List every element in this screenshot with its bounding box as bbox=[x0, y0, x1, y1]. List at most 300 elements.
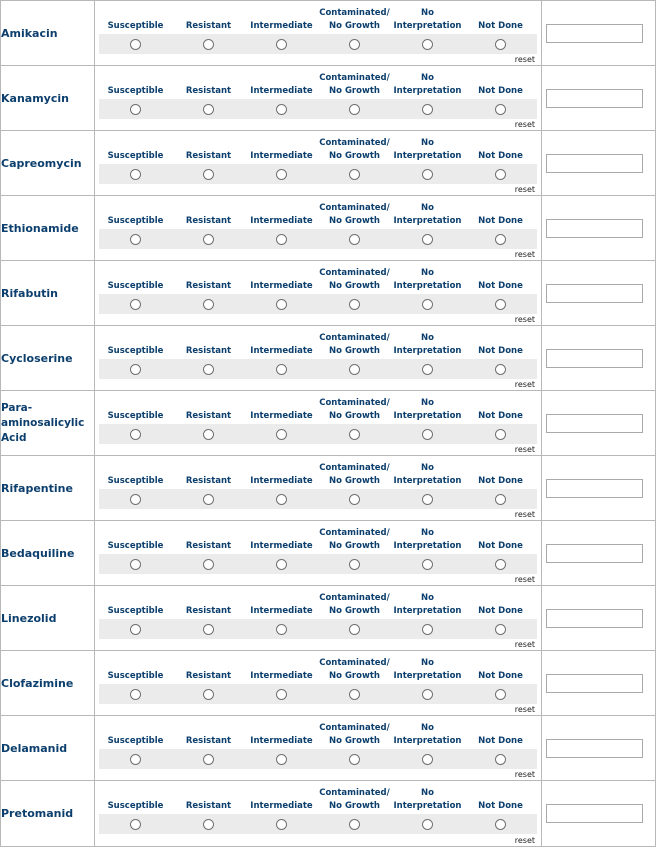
drug-name: Clofazimine bbox=[1, 651, 95, 716]
result-option-label: Intermediate bbox=[250, 151, 313, 161]
result-radio-button[interactable] bbox=[130, 39, 141, 50]
result-option-headers bbox=[99, 781, 537, 814]
result-option-label: Susceptible bbox=[107, 86, 164, 96]
result-option-label: Not Done bbox=[478, 801, 523, 811]
drug-name: Amikacin bbox=[1, 1, 95, 66]
result-radio-cell bbox=[464, 229, 537, 249]
result-radio-cell bbox=[391, 99, 464, 119]
result-radio-button[interactable] bbox=[276, 364, 287, 375]
result-option-label: Intermediate bbox=[250, 411, 313, 421]
reset-link[interactable]: reset bbox=[514, 640, 535, 649]
result-option-label: Susceptible bbox=[107, 606, 164, 616]
result-radio-cell bbox=[464, 814, 537, 834]
result-option-radios bbox=[99, 749, 537, 769]
result-radio-button[interactable] bbox=[349, 169, 360, 180]
result-option-label: Susceptible bbox=[107, 281, 164, 291]
result-radio-button[interactable] bbox=[349, 234, 360, 245]
result-radio-button[interactable] bbox=[495, 429, 506, 440]
result-option-label: Not Done bbox=[478, 606, 523, 616]
result-text-input[interactable] bbox=[546, 609, 643, 628]
result-radio-cell bbox=[391, 164, 464, 184]
result-option-label: No Interpretation bbox=[393, 723, 462, 746]
result-option-label: No Interpretation bbox=[393, 658, 462, 681]
result-text-cell bbox=[542, 716, 656, 781]
result-radio-cell bbox=[245, 684, 318, 704]
result-radio-button[interactable] bbox=[276, 169, 287, 180]
drug-name: Delamanid bbox=[1, 716, 95, 781]
result-radio-button[interactable] bbox=[349, 104, 360, 115]
result-radio-button[interactable] bbox=[495, 559, 506, 570]
result-option-label: Intermediate bbox=[250, 216, 313, 226]
result-option-label: No Interpretation bbox=[393, 788, 462, 811]
result-option-headers bbox=[99, 521, 537, 554]
result-text-cell bbox=[542, 261, 656, 326]
result-text-cell bbox=[542, 326, 656, 391]
result-radio-cell bbox=[172, 99, 245, 119]
result-radio-cell bbox=[245, 619, 318, 639]
result-radio-button[interactable] bbox=[130, 624, 141, 635]
result-text-cell bbox=[542, 66, 656, 131]
result-radio-button[interactable] bbox=[203, 819, 214, 830]
result-radio-button[interactable] bbox=[422, 39, 433, 50]
result-radio-button[interactable] bbox=[349, 754, 360, 765]
drug-name: Ethionamide bbox=[1, 196, 95, 261]
result-radio-button[interactable] bbox=[203, 494, 214, 505]
result-radio-cell bbox=[464, 424, 537, 444]
drug-row bbox=[1, 326, 656, 391]
result-radio-cell bbox=[464, 684, 537, 704]
result-option-label: No Interpretation bbox=[393, 8, 462, 31]
result-radio-cell bbox=[172, 814, 245, 834]
result-radio-cell bbox=[391, 749, 464, 769]
result-radio-button[interactable] bbox=[276, 234, 287, 245]
result-radio-button[interactable] bbox=[422, 689, 433, 700]
result-option-label: Resistant bbox=[185, 281, 232, 291]
result-option-label: Intermediate bbox=[250, 21, 313, 31]
result-radio-cell bbox=[318, 164, 391, 184]
result-option-label: Contaminated/ No Growth bbox=[319, 593, 390, 616]
result-radio-button[interactable] bbox=[203, 624, 214, 635]
result-radio-cell bbox=[99, 359, 172, 379]
result-options bbox=[95, 131, 542, 196]
result-radio-button[interactable] bbox=[349, 624, 360, 635]
drug-name: Para-aminosalicylic Acid bbox=[1, 391, 95, 456]
result-option-label: Not Done bbox=[478, 346, 523, 356]
result-option-label: Susceptible bbox=[107, 476, 164, 486]
result-option-label: Resistant bbox=[185, 736, 232, 746]
reset-link[interactable]: reset bbox=[514, 380, 535, 389]
result-radio-cell bbox=[318, 99, 391, 119]
result-option-label: Not Done bbox=[478, 216, 523, 226]
result-option-label: Not Done bbox=[478, 671, 523, 681]
result-option-headers bbox=[99, 196, 537, 229]
reset-link[interactable]: reset bbox=[514, 575, 535, 584]
result-option-label: Susceptible bbox=[107, 411, 164, 421]
result-option-label: Susceptible bbox=[107, 736, 164, 746]
result-radio-button[interactable] bbox=[130, 689, 141, 700]
result-options bbox=[95, 261, 542, 326]
result-radio-cell bbox=[391, 359, 464, 379]
drug-row bbox=[1, 131, 656, 196]
result-radio-cell bbox=[391, 684, 464, 704]
result-option-radios bbox=[99, 424, 537, 444]
result-text-input[interactable] bbox=[546, 284, 643, 303]
result-radio-button[interactable] bbox=[349, 364, 360, 375]
result-option-label: Resistant bbox=[185, 476, 232, 486]
drug-rows bbox=[1, 1, 656, 847]
result-option-label: Resistant bbox=[185, 21, 232, 31]
result-option-radios bbox=[99, 99, 537, 119]
result-radio-button[interactable] bbox=[422, 819, 433, 830]
result-radio-button[interactable] bbox=[130, 494, 141, 505]
result-options bbox=[95, 1, 542, 66]
result-option-label: No Interpretation bbox=[393, 138, 462, 161]
result-radio-cell bbox=[245, 814, 318, 834]
reset-link[interactable]: reset bbox=[514, 315, 535, 324]
result-radio-cell bbox=[245, 359, 318, 379]
result-option-label: Intermediate bbox=[250, 541, 313, 551]
result-radio-cell bbox=[99, 424, 172, 444]
result-text-input[interactable] bbox=[546, 154, 643, 173]
result-radio-cell bbox=[318, 489, 391, 509]
drug-name: Rifabutin bbox=[1, 261, 95, 326]
result-radio-cell bbox=[391, 34, 464, 54]
result-option-label: No Interpretation bbox=[393, 593, 462, 616]
result-radio-button[interactable] bbox=[349, 494, 360, 505]
result-radio-button[interactable] bbox=[130, 559, 141, 570]
result-radio-button[interactable] bbox=[203, 39, 214, 50]
result-radio-cell bbox=[172, 489, 245, 509]
result-radio-button[interactable] bbox=[349, 689, 360, 700]
result-option-label: Resistant bbox=[185, 671, 232, 681]
result-text-input[interactable] bbox=[546, 89, 643, 108]
drug-name: Bedaquiline bbox=[1, 521, 95, 586]
result-option-label: Not Done bbox=[478, 476, 523, 486]
result-option-label: Susceptible bbox=[107, 346, 164, 356]
drug-name: Pretomanid bbox=[1, 781, 95, 847]
result-option-headers bbox=[99, 131, 537, 164]
result-radio-button[interactable] bbox=[276, 104, 287, 115]
result-radio-button[interactable] bbox=[495, 39, 506, 50]
result-option-headers bbox=[99, 456, 537, 489]
result-option-label: Intermediate bbox=[250, 346, 313, 356]
result-radio-button[interactable] bbox=[203, 689, 214, 700]
result-radio-button[interactable] bbox=[495, 234, 506, 245]
result-option-radios bbox=[99, 814, 537, 834]
result-option-label: Intermediate bbox=[250, 86, 313, 96]
result-radio-button[interactable] bbox=[349, 299, 360, 310]
result-radio-cell bbox=[464, 749, 537, 769]
result-option-label: Contaminated/ No Growth bbox=[319, 463, 390, 486]
result-radio-cell bbox=[245, 424, 318, 444]
result-radio-button[interactable] bbox=[130, 299, 141, 310]
result-options bbox=[95, 456, 542, 521]
result-radio-cell bbox=[318, 749, 391, 769]
result-radio-cell bbox=[99, 34, 172, 54]
result-radio-cell bbox=[318, 34, 391, 54]
result-radio-button[interactable] bbox=[276, 624, 287, 635]
result-radio-button[interactable] bbox=[349, 429, 360, 440]
result-option-label: Intermediate bbox=[250, 736, 313, 746]
result-radio-button[interactable] bbox=[276, 39, 287, 50]
result-radio-cell bbox=[318, 684, 391, 704]
result-radio-cell bbox=[99, 814, 172, 834]
result-radio-button[interactable] bbox=[422, 104, 433, 115]
result-radio-button[interactable] bbox=[422, 234, 433, 245]
result-radio-cell bbox=[99, 619, 172, 639]
drug-name: Rifapentine bbox=[1, 456, 95, 521]
result-option-label: Intermediate bbox=[250, 801, 313, 811]
result-radio-cell bbox=[99, 489, 172, 509]
result-option-label: Resistant bbox=[185, 541, 232, 551]
result-text-input[interactable] bbox=[546, 804, 643, 823]
result-radio-button[interactable] bbox=[495, 364, 506, 375]
result-option-radios bbox=[99, 489, 537, 509]
result-radio-button[interactable] bbox=[130, 104, 141, 115]
result-option-radios bbox=[99, 619, 537, 639]
reset-link[interactable]: reset bbox=[514, 770, 535, 779]
result-option-label: Resistant bbox=[185, 606, 232, 616]
result-text-cell bbox=[542, 586, 656, 651]
result-option-headers bbox=[99, 586, 537, 619]
result-radio-button[interactable] bbox=[495, 819, 506, 830]
drug-row bbox=[1, 196, 656, 261]
result-text-input[interactable] bbox=[546, 349, 643, 368]
result-radio-button[interactable] bbox=[130, 364, 141, 375]
result-text-input[interactable] bbox=[546, 544, 643, 563]
drug-name: Capreomycin bbox=[1, 131, 95, 196]
result-radio-button[interactable] bbox=[422, 494, 433, 505]
result-radio-cell bbox=[318, 814, 391, 834]
result-option-label: Not Done bbox=[478, 541, 523, 551]
result-text-cell bbox=[542, 391, 656, 456]
result-radio-cell bbox=[464, 554, 537, 574]
result-option-label: Contaminated/ No Growth bbox=[319, 658, 390, 681]
result-radio-button[interactable] bbox=[495, 169, 506, 180]
result-option-radios bbox=[99, 34, 537, 54]
result-option-label: Contaminated/ No Growth bbox=[319, 73, 390, 96]
result-option-label: No Interpretation bbox=[393, 73, 462, 96]
result-radio-cell bbox=[318, 229, 391, 249]
result-radio-cell bbox=[318, 554, 391, 574]
result-text-cell bbox=[542, 651, 656, 716]
result-radio-button[interactable] bbox=[422, 364, 433, 375]
result-radio-button[interactable] bbox=[495, 754, 506, 765]
result-text-cell bbox=[542, 196, 656, 261]
result-radio-cell bbox=[245, 749, 318, 769]
result-radio-button[interactable] bbox=[203, 234, 214, 245]
result-radio-cell bbox=[464, 359, 537, 379]
result-radio-button[interactable] bbox=[130, 819, 141, 830]
result-radio-cell bbox=[245, 554, 318, 574]
result-text-input[interactable] bbox=[546, 219, 643, 238]
result-radio-button[interactable] bbox=[422, 429, 433, 440]
drug-row bbox=[1, 586, 656, 651]
result-radio-button[interactable] bbox=[276, 689, 287, 700]
result-option-label: No Interpretation bbox=[393, 528, 462, 551]
result-option-radios bbox=[99, 359, 537, 379]
reset-link[interactable]: reset bbox=[514, 510, 535, 519]
result-option-label: Contaminated/ No Growth bbox=[319, 8, 390, 31]
result-option-label: Contaminated/ No Growth bbox=[319, 528, 390, 551]
result-radio-cell bbox=[464, 489, 537, 509]
result-radio-cell bbox=[391, 424, 464, 444]
result-radio-button[interactable] bbox=[422, 559, 433, 570]
result-radio-button[interactable] bbox=[203, 559, 214, 570]
result-text-cell bbox=[542, 521, 656, 586]
result-radio-button[interactable] bbox=[349, 559, 360, 570]
result-radio-button[interactable] bbox=[130, 169, 141, 180]
result-radio-cell bbox=[99, 294, 172, 314]
result-options bbox=[95, 391, 542, 456]
result-radio-button[interactable] bbox=[349, 819, 360, 830]
result-radio-cell bbox=[391, 489, 464, 509]
result-option-label: Susceptible bbox=[107, 801, 164, 811]
result-radio-cell bbox=[245, 229, 318, 249]
result-option-label: Resistant bbox=[185, 216, 232, 226]
result-radio-cell bbox=[245, 164, 318, 184]
result-radio-button[interactable] bbox=[422, 299, 433, 310]
drug-row bbox=[1, 716, 656, 781]
result-radio-cell bbox=[464, 619, 537, 639]
result-option-label: Contaminated/ No Growth bbox=[319, 333, 390, 356]
result-text-cell bbox=[542, 456, 656, 521]
result-radio-button[interactable] bbox=[203, 104, 214, 115]
result-radio-button[interactable] bbox=[495, 689, 506, 700]
result-option-label: Contaminated/ No Growth bbox=[319, 723, 390, 746]
result-radio-button[interactable] bbox=[203, 429, 214, 440]
result-option-headers bbox=[99, 326, 537, 359]
result-radio-cell bbox=[245, 34, 318, 54]
result-text-cell bbox=[542, 1, 656, 66]
result-radio-button[interactable] bbox=[130, 754, 141, 765]
reset-link[interactable]: reset bbox=[514, 705, 535, 714]
result-option-label: No Interpretation bbox=[393, 463, 462, 486]
result-option-label: Resistant bbox=[185, 411, 232, 421]
result-option-headers bbox=[99, 1, 537, 34]
result-options bbox=[95, 196, 542, 261]
result-options bbox=[95, 66, 542, 131]
result-options bbox=[95, 716, 542, 781]
result-radio-button[interactable] bbox=[422, 754, 433, 765]
result-radio-button[interactable] bbox=[495, 104, 506, 115]
result-option-label: Intermediate bbox=[250, 476, 313, 486]
result-radio-button[interactable] bbox=[203, 754, 214, 765]
result-radio-cell bbox=[318, 424, 391, 444]
result-text-input[interactable] bbox=[546, 479, 643, 498]
result-option-label: Resistant bbox=[185, 86, 232, 96]
result-options bbox=[95, 521, 542, 586]
reset-link[interactable]: reset bbox=[514, 185, 535, 194]
result-radio-button[interactable] bbox=[203, 169, 214, 180]
result-options bbox=[95, 586, 542, 651]
result-option-headers bbox=[99, 66, 537, 99]
result-text-input[interactable] bbox=[546, 674, 643, 693]
reset-link[interactable]: reset bbox=[514, 250, 535, 259]
result-radio-button[interactable] bbox=[422, 169, 433, 180]
result-option-label: Resistant bbox=[185, 801, 232, 811]
result-option-label: Contaminated/ No Growth bbox=[319, 268, 390, 291]
reset-link[interactable]: reset bbox=[514, 836, 535, 845]
result-radio-cell bbox=[172, 294, 245, 314]
result-radio-cell bbox=[245, 294, 318, 314]
result-text-cell bbox=[542, 781, 656, 847]
result-radio-button[interactable] bbox=[276, 819, 287, 830]
drug-row bbox=[1, 781, 656, 847]
result-radio-button[interactable] bbox=[130, 429, 141, 440]
result-option-label: Not Done bbox=[478, 86, 523, 96]
result-radio-button[interactable] bbox=[276, 754, 287, 765]
result-radio-button[interactable] bbox=[276, 494, 287, 505]
result-radio-button[interactable] bbox=[495, 299, 506, 310]
result-option-label: No Interpretation bbox=[393, 203, 462, 226]
result-radio-cell bbox=[318, 294, 391, 314]
result-option-radios bbox=[99, 229, 537, 249]
drug-name: Kanamycin bbox=[1, 66, 95, 131]
result-option-label: Susceptible bbox=[107, 671, 164, 681]
result-option-radios bbox=[99, 554, 537, 574]
drug-row bbox=[1, 391, 656, 456]
result-option-headers bbox=[99, 716, 537, 749]
result-option-label: Contaminated/ No Growth bbox=[319, 398, 390, 421]
result-radio-button[interactable] bbox=[276, 559, 287, 570]
result-option-label: Susceptible bbox=[107, 541, 164, 551]
result-option-label: Not Done bbox=[478, 281, 523, 291]
result-text-input[interactable] bbox=[546, 739, 643, 758]
result-radio-button[interactable] bbox=[422, 624, 433, 635]
result-text-input[interactable] bbox=[546, 414, 643, 433]
result-radio-button[interactable] bbox=[495, 624, 506, 635]
result-options bbox=[95, 326, 542, 391]
result-option-label: Intermediate bbox=[250, 606, 313, 616]
result-text-input[interactable] bbox=[546, 24, 643, 43]
result-radio-button[interactable] bbox=[276, 299, 287, 310]
reset-link[interactable]: reset bbox=[514, 55, 535, 64]
drug-row bbox=[1, 1, 656, 66]
reset-link[interactable]: reset bbox=[514, 445, 535, 454]
drug-row bbox=[1, 66, 656, 131]
result-radio-button[interactable] bbox=[349, 39, 360, 50]
result-option-radios bbox=[99, 684, 537, 704]
result-option-label: Not Done bbox=[478, 151, 523, 161]
result-radio-cell bbox=[172, 229, 245, 249]
result-radio-button[interactable] bbox=[203, 364, 214, 375]
result-text-cell bbox=[542, 131, 656, 196]
result-radio-cell bbox=[99, 749, 172, 769]
result-radio-cell bbox=[172, 359, 245, 379]
result-radio-cell bbox=[245, 99, 318, 119]
result-radio-cell bbox=[318, 359, 391, 379]
result-radio-cell bbox=[391, 229, 464, 249]
result-option-label: Not Done bbox=[478, 21, 523, 31]
result-radio-button[interactable] bbox=[276, 429, 287, 440]
result-radio-cell bbox=[464, 34, 537, 54]
result-option-radios bbox=[99, 164, 537, 184]
drug-row bbox=[1, 651, 656, 716]
result-radio-button[interactable] bbox=[130, 234, 141, 245]
result-radio-cell bbox=[99, 554, 172, 574]
result-radio-button[interactable] bbox=[495, 494, 506, 505]
result-option-label: Not Done bbox=[478, 736, 523, 746]
result-radio-cell bbox=[391, 554, 464, 574]
result-radio-cell bbox=[172, 554, 245, 574]
result-radio-cell bbox=[464, 294, 537, 314]
result-radio-button[interactable] bbox=[203, 299, 214, 310]
reset-link[interactable]: reset bbox=[514, 120, 535, 129]
result-radio-cell bbox=[99, 99, 172, 119]
result-radio-cell bbox=[172, 34, 245, 54]
result-option-label: Susceptible bbox=[107, 151, 164, 161]
